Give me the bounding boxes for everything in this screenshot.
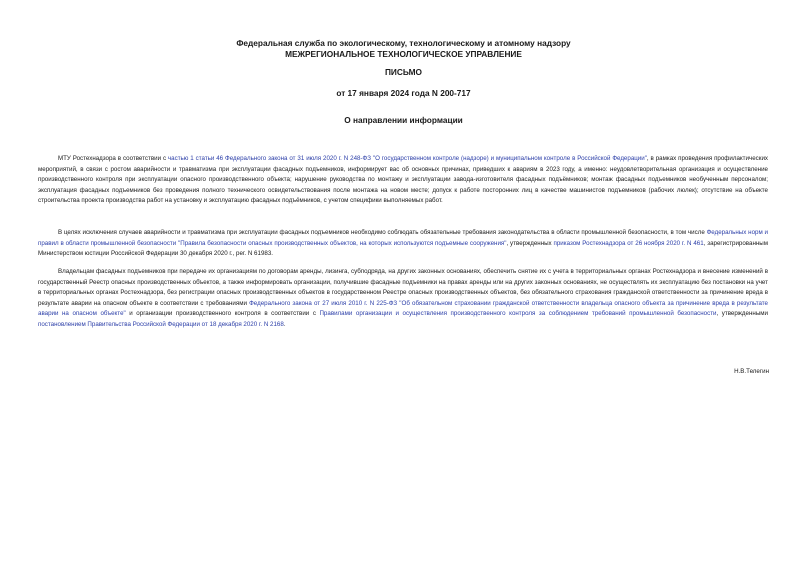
letter-subject: О направлении информации [344, 115, 463, 125]
letter-date-number: от 17 января 2024 года N 200-717 [336, 88, 471, 98]
link-federal-law-225[interactable]: Федерального закона от 27 июля 2010 г. N 225-ФЗ "Об обязательном страховании гражданской ответственности владельца опасного объекта за причинение вреда в результате аварии на опасном объекте" [38, 299, 768, 317]
paragraph-2-text-3: , зарегистрированным Министерством юстиции Российской Федерации 30 декабря 2020 г., рег. N 61983. [38, 239, 769, 257]
paragraph-3-text-4: . [283, 320, 286, 328]
paragraph-2 [38, 228, 768, 260]
paragraph-2-text-1: В целях исключения случаев аварийности и травматизма при эксплуатации фасадных подъемников необходимо соблюдать обязательные требования законодательства в области промышленной безопасности, в том числе [58, 229, 707, 236]
paragraph-3-text-3: , утвержденными [716, 310, 768, 317]
letter-header [0, 38, 807, 59]
paragraph-3 [38, 267, 768, 330]
agency-name: Федеральная служба по экологическому, технологическому и атомному надзору [236, 38, 571, 48]
link-production-control-rules[interactable]: Правилами организации и осуществления производственного контроля за соблюдением требований промышленной безопасности [319, 310, 717, 317]
paragraph-1 [38, 154, 768, 207]
paragraph-1-text-2: , в рамках проведения профилактических мероприятий, в связи с ростом аварийности и травматизма при эксплуатации фасадных подъемников, информирует вас об основных причинах, приведших к авариям в 2023 году, а именно: неудовлетворительная организация и осуществление производственного контроля при эксплуатации опасного производственного объекта; нарушение руководства по монтажу и эксплуатации завода-изготовителя фасадных подъёмников; монтаж фасадных подъемников необученным персоналом; эксплуатация фасадных подъемников без проведения полного технического освидетельствования после монтажа на новом месте; допуск к работе посторонних лиц в качестве машинистов подъемников (рабочих люлек); отсутствие на объекте строительства проекта производства работ на установку и эксплуатацию фасадных подъёмников, с учетом специфики выполняемых работ. [38, 155, 768, 204]
paragraph-3-text-2: и организации производственного контроля в соответствии с [125, 310, 320, 317]
link-federal-law-248[interactable]: частью 1 статьи 46 Федерального закона от 31 июля 2020 г. N 248-ФЗ "О государственном контроле (надзоре) и муниципальном контроле в Российской Федерации" [167, 155, 647, 162]
link-government-decree-2168[interactable]: постановлением Правительства Российской Федерации от 18 декабря 2020 г. N 2168 [38, 320, 284, 328]
paragraph-3-text-1: Владельцам фасадных подъемников при передаче их организациям по договорам аренды, лизинга, субподряда, на других законных основаниях, обеспечить снятие их с учета в территориальных органах Ростехнадзора и внесение изменений в государственный Реестр опасных производственных объектов, а также информировать организации, получившие фасадные подъемники на правах аренды или на других законных основаниях, не осуществлять их эксплуатацию без постановки на учет в территориальных органах Ростехнадзора, без регистрации опасных производственных объектов в государственном Реестре опасных производственных объектов, без обязательного страхования гражданской ответственности за причинение вреда в результате аварии на опасном объекте в соответствии с требованиями [38, 268, 768, 307]
link-federal-norms-lifting[interactable]: Федеральных норм и правил в области промышленной безопасности "Правила безопасности опасных производственных объектов, на которых используются подъемные сооружения" [38, 229, 768, 247]
link-order-461[interactable]: приказом Ростехнадзора от 26 ноября 2020 г. N 461 [553, 239, 704, 247]
paragraph-1-text-1: МТУ Ростехнадзора в соответствии с [58, 155, 168, 162]
letter-type: ПИСЬМО [384, 67, 423, 77]
paragraph-2-text-2: , утвержденных [506, 239, 554, 247]
signature-name: Н.В.Телегин [734, 368, 769, 375]
department-name: МЕЖРЕГИОНАЛЬНОЕ ТЕХНОЛОГИЧЕСКОЕ УПРАВЛЕНИЕ [285, 48, 522, 59]
